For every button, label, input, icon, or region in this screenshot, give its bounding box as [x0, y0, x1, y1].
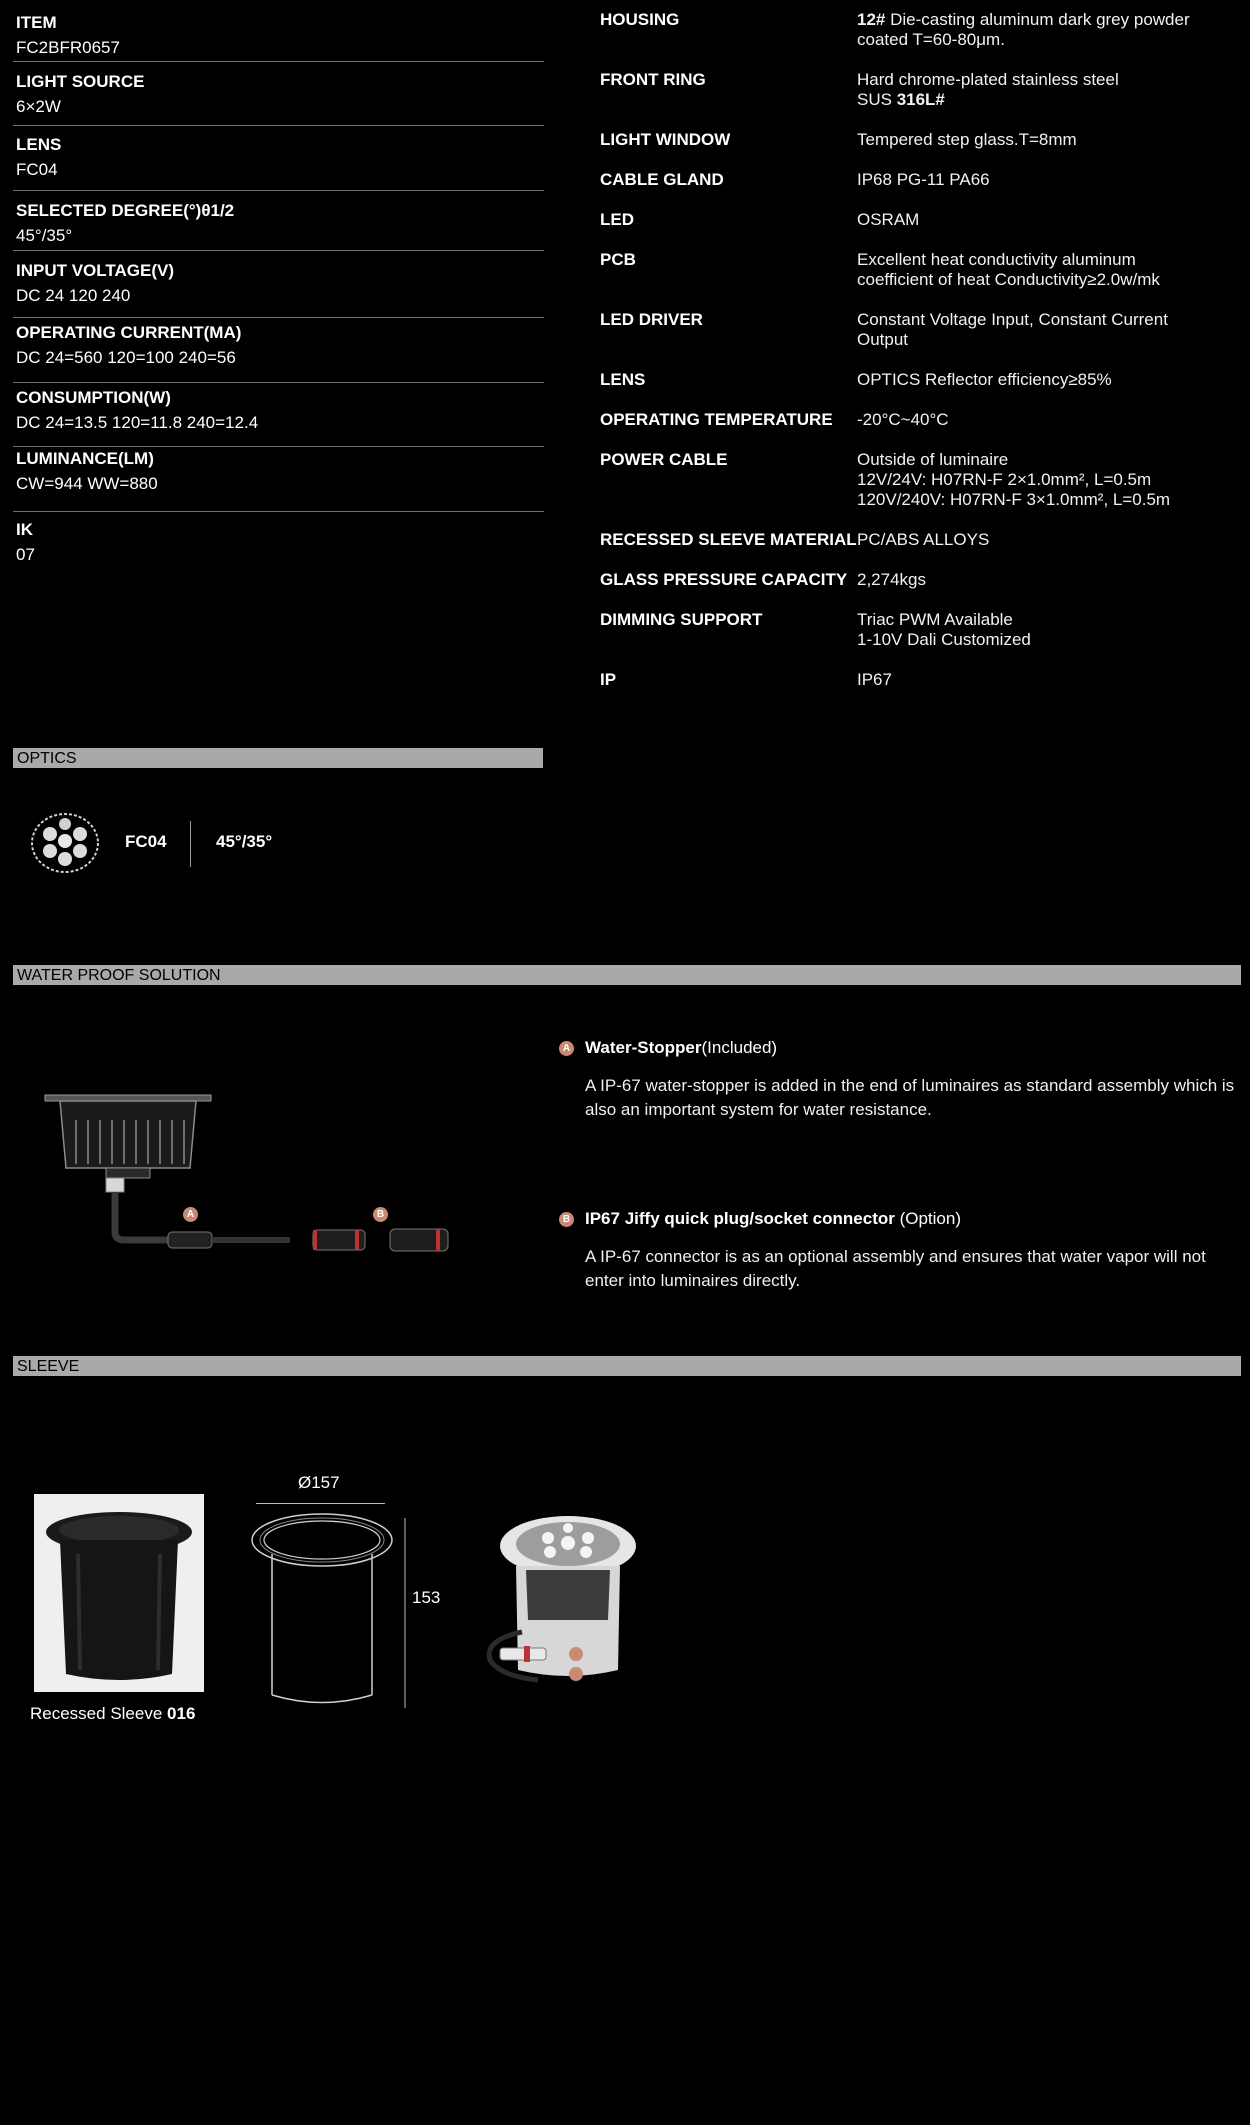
left-spec-value: FC04: [16, 160, 58, 179]
waterproof-diagram: [40, 1090, 480, 1260]
right-spec-value-line: Output: [857, 330, 909, 349]
left-spec-item: [16, 12, 544, 59]
right-spec-label: IP: [600, 670, 617, 689]
diagram-badge-b: B: [373, 1207, 388, 1222]
recessed-sleeve-photo: [34, 1494, 204, 1692]
right-spec-value-line: Outside of luminaire: [857, 450, 1009, 469]
right-spec-value-line: PC/ABS ALLOYS: [857, 530, 990, 549]
left-spec-label: LENS: [16, 135, 62, 154]
right-spec-label: CABLE GLAND: [600, 170, 724, 189]
right-spec-value-line: 12V/24V: H07RN-F 2×1.0mm², L=0.5m: [857, 470, 1152, 489]
left-spec-value: DC 24=13.5 120=11.8 240=12.4: [16, 413, 259, 432]
left-spec-item: [16, 448, 544, 495]
left-spec-label: IK: [16, 520, 33, 539]
sleeve-diameter-label: Ø157: [298, 1473, 340, 1492]
right-spec-value: [857, 570, 1237, 590]
right-spec-value: [857, 70, 1237, 110]
optics-degree-label: 45°/35°: [216, 832, 273, 851]
right-spec-label: DIMMING SUPPORT: [600, 610, 763, 629]
right-spec-value: [857, 10, 1237, 50]
right-spec-value: [857, 310, 1237, 350]
right-spec-label: LENS: [600, 370, 646, 389]
right-spec-value-line: IP68 PG-11 PA66: [857, 170, 990, 189]
right-spec-value-line: SUS 316L#: [857, 90, 945, 109]
right-spec-value: [857, 170, 1237, 190]
left-spec-item: [16, 134, 544, 181]
right-spec-value-line: OPTICS Reflector efficiency≥85%: [857, 370, 1112, 389]
right-spec-value-line: Excellent heat conductivity aluminum: [857, 250, 1136, 269]
right-spec-value: [857, 530, 1237, 550]
item-b-body: A IP-67 connector is as an optional assembly and ensures that water vapor will not enter into luminaires directly.: [585, 1247, 1206, 1290]
sleeve-section-header: [13, 1356, 1241, 1376]
spec-divider: [13, 446, 544, 447]
left-spec-label: SELECTED DEGREE(°)θ1/2: [16, 201, 235, 220]
right-spec-label: LED DRIVER: [600, 310, 703, 329]
right-spec-value: [857, 610, 1237, 650]
right-spec-value: [857, 250, 1237, 290]
left-spec-item: [16, 71, 544, 118]
lens-icon: [28, 810, 102, 876]
spec-divider: [13, 125, 544, 126]
right-spec-value-line: -20°C~40°C: [857, 410, 949, 429]
right-spec-value-line: coated T=60-80μm.: [857, 30, 1005, 49]
right-spec-value-line: 120V/240V: H07RN-F 3×1.0mm², L=0.5m: [857, 490, 1171, 509]
spec-divider: [13, 61, 544, 62]
left-spec-label: CONSUMPTION(W): [16, 388, 171, 407]
left-spec-item: [16, 519, 544, 566]
sleeve-caption: Recessed Sleeve 016: [30, 1704, 196, 1723]
right-spec-value: [857, 130, 1237, 150]
waterproof-section-title: WATER PROOF SOLUTION: [17, 967, 221, 984]
right-spec-label: PCB: [600, 250, 636, 269]
right-spec-value-line: Constant Voltage Input, Constant Current: [857, 310, 1168, 329]
right-spec-label: RECESSED SLEEVE MATERIAL: [600, 530, 857, 549]
right-spec-label: LED: [600, 210, 634, 229]
item-b-title: IP67 Jiffy quick plug/socket connector (Option): [585, 1209, 962, 1228]
right-spec-value-line: Tempered step glass.T=8mm: [857, 130, 1077, 149]
left-spec-value: FC2BFR0657: [16, 38, 120, 57]
right-spec-value: [857, 670, 1237, 690]
spec-divider: [13, 382, 544, 383]
right-spec-label: GLASS PRESSURE CAPACITY: [600, 570, 848, 589]
right-spec-value-line: 2,274kgs: [857, 570, 926, 589]
left-spec-item: [16, 260, 544, 307]
left-spec-value: 45°/35°: [16, 226, 73, 245]
right-spec-value-line: coefficient of heat Conductivity≥2.0w/mk: [857, 270, 1160, 289]
right-spec-value-line: 12# Die-casting aluminum dark grey powder: [857, 10, 1190, 29]
diagram-badge-a: A: [183, 1207, 198, 1222]
left-spec-value: 6×2W: [16, 97, 61, 116]
optics-lens-label: FC04: [125, 832, 167, 851]
item-a-title: Water-Stopper(Included): [585, 1038, 778, 1057]
optics-divider: [190, 821, 191, 867]
left-spec-item: [16, 322, 544, 369]
right-spec-value-line: IP67: [857, 670, 892, 689]
optics-section-header: [13, 748, 543, 768]
right-spec-label: POWER CABLE: [600, 450, 728, 469]
item-b-badge: B: [559, 1212, 574, 1227]
left-spec-item: [16, 200, 544, 247]
left-spec-label: LIGHT SOURCE: [16, 72, 145, 91]
right-spec-label: FRONT RING: [600, 70, 706, 89]
left-spec-label: ITEM: [16, 13, 57, 32]
right-spec-value-line: Hard chrome-plated stainless steel: [857, 70, 1119, 89]
right-spec-value: [857, 410, 1237, 430]
item-a-badge: A: [559, 1041, 574, 1056]
spec-divider: [13, 317, 544, 318]
spec-divider: [13, 190, 544, 191]
sleeve-dimension-drawing: [250, 1510, 410, 1720]
right-spec-value: [857, 450, 1237, 510]
right-spec-value: [857, 210, 1237, 230]
left-spec-value: CW=944 WW=880: [16, 474, 158, 493]
left-spec-value: DC 24=560 120=100 240=56: [16, 348, 236, 367]
left-spec-label: OPERATING CURRENT(MA): [16, 323, 242, 342]
spec-divider: [13, 250, 544, 251]
left-spec-item: [16, 387, 544, 434]
left-spec-value: DC 24 120 240: [16, 286, 131, 305]
right-spec-value: [857, 370, 1237, 390]
assembly-photo: [478, 1510, 648, 1694]
right-spec-label: LIGHT WINDOW: [600, 130, 731, 149]
left-spec-label: LUMINANCE(LM): [16, 449, 154, 468]
right-spec-value-line: 1-10V Dali Customized: [857, 630, 1031, 649]
right-spec-value-line: Triac PWM Available: [857, 610, 1013, 629]
spec-divider: [13, 511, 544, 512]
optics-section-title: OPTICS: [17, 750, 77, 767]
sleeve-section-title: SLEEVE: [17, 1358, 80, 1375]
right-spec-label: OPERATING TEMPERATURE: [600, 410, 833, 429]
waterproof-section-header: [13, 965, 1241, 985]
sleeve-height-label: 153: [412, 1588, 441, 1607]
left-spec-value: 07: [16, 545, 35, 564]
item-a-body: A IP-67 water-stopper is added in the end of luminaires as standard assembly which is also an important system for water resistance.: [585, 1076, 1235, 1119]
left-spec-label: INPUT VOLTAGE(V): [16, 261, 175, 280]
diameter-dimension-line: [256, 1503, 385, 1504]
right-spec-value-line: OSRAM: [857, 210, 920, 229]
right-spec-label: HOUSING: [600, 10, 680, 29]
